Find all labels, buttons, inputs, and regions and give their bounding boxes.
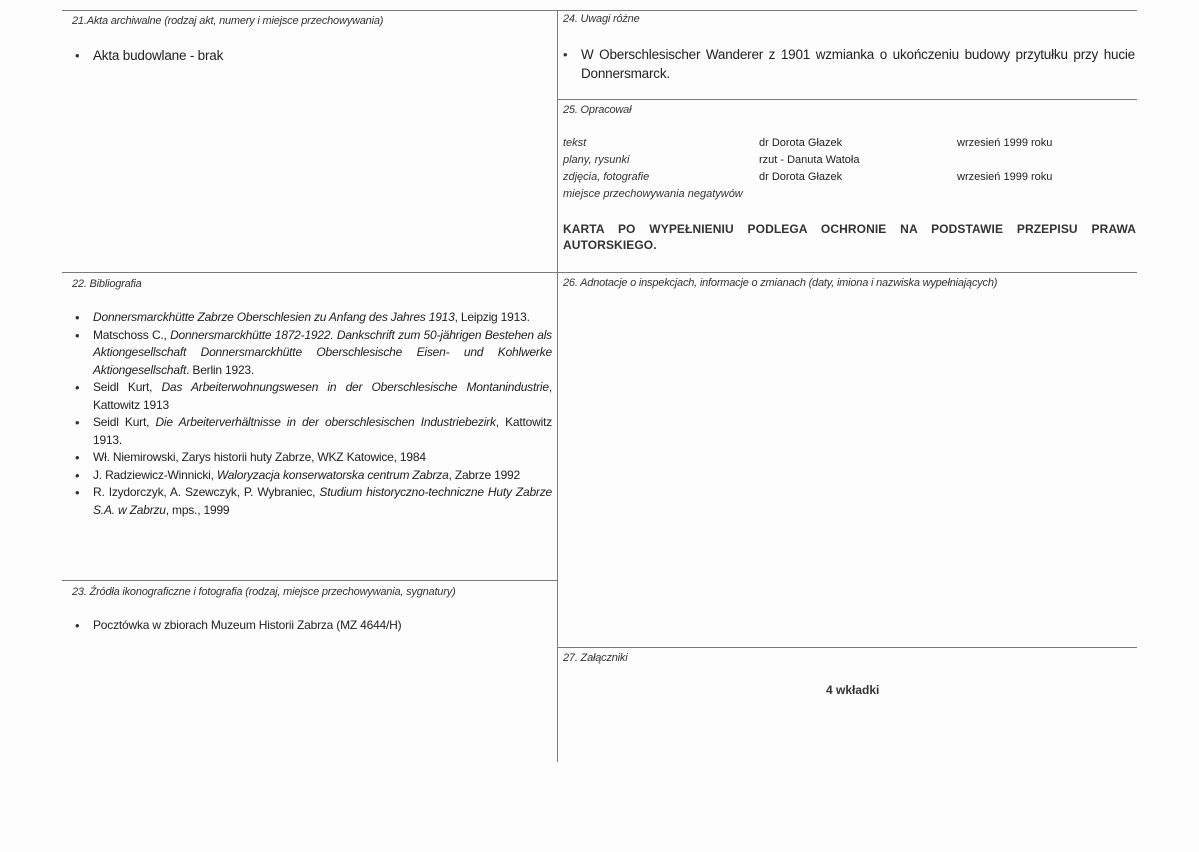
divider-22-23 (62, 580, 557, 581)
section-21-list (74, 46, 544, 65)
row-label: plany, rysunki (563, 154, 630, 166)
list-item: • Pocztówka w zbiorach Muzeum Historii Zabrza (MZ 4644/H) (74, 617, 544, 635)
attachments-count: 4 wkładki (826, 683, 880, 697)
bib-entry: Wł. Niemirowski, Zarys historii huty Zabrze, WKZ Katowice, 1984 (93, 450, 426, 464)
copyright-notice-line-2: AUTORSKIEGO. (563, 238, 657, 252)
row-author: dr Dorota Głazek (759, 171, 843, 183)
row-label: zdjęcia, fotografie (563, 171, 650, 183)
section-24-title: 24. Uwagi różne (563, 13, 640, 25)
row-label: miejsce przechowywania negatywów (563, 188, 743, 200)
bib-suffix: . Berlin 1923. (186, 362, 255, 377)
opracowal-row (563, 186, 1123, 203)
bib-author: Seidl Kurt, (93, 380, 162, 394)
bibliography-item (74, 484, 552, 519)
divider-21-22 (62, 272, 1137, 273)
bibliography-item (74, 467, 552, 485)
column-divider (557, 10, 558, 762)
section-25-title: 25. Opracował (563, 104, 632, 116)
opracowal-row (563, 152, 1123, 169)
bib-suffix: , Leipzig 1913. (454, 310, 530, 324)
bib-suffix: , Kattowitz 1913 (93, 380, 552, 412)
divider-24-25 (557, 99, 1137, 100)
copyright-notice-line-1: KARTA PO WYPEŁNIENIU PODLEGA OCHRONIE NA PODSTAWIE PRZEPISU PRAWA (563, 222, 1136, 236)
opracowal-row (563, 135, 1123, 152)
bibliography-item (74, 379, 552, 414)
section-22-title (72, 278, 142, 290)
row-author: dr Dorota Głazek (759, 137, 843, 149)
bib-title: Waloryzacja konserwatorska centrum Zabrza (216, 467, 449, 482)
section-24-list (562, 45, 1135, 83)
top-border (62, 10, 1137, 11)
bibliography-item (74, 414, 552, 449)
bibliography-item (74, 327, 552, 380)
section-27-title: 27. Załączniki (563, 652, 628, 664)
bibliography-item (74, 309, 552, 327)
bib-suffix: , mps., 1999 (165, 502, 230, 517)
bibliography-item (74, 449, 552, 467)
section-21-title: 21.Akta archiwalne (rodzaj akt, numery i miejsce przechowywania) (72, 15, 384, 27)
section-26-title: 26. Adnotacje o inspekcjach, informacje o zmianach (daty, imiona i nazwiska wypełniających) (563, 277, 998, 289)
bib-suffix: , Zabrze 1992 (448, 467, 521, 482)
section-23-title: 23. Źródła ikonograficzne i fotografia (rodzaj, miejsce przechowywania, sygnatury) (72, 586, 456, 598)
section-23-list (74, 617, 544, 635)
bib-suffix: , Kattowitz 1913. (93, 415, 552, 447)
section-22-title-text: 22. Bibliografia (72, 278, 142, 290)
bib-author: Seidl Kurt, (93, 415, 156, 429)
row-author: rzut - Danuta Watoła (759, 154, 860, 166)
opracowal-row (563, 169, 1123, 186)
bib-author: J. Radziewicz-Winnicki, (93, 467, 217, 482)
bib-title: Donnersmarckhütte Zabrze Oberschlesien zu Anfang des Jahres 1913 (93, 310, 455, 324)
list-item: • Akta budowlane - brak (74, 46, 544, 65)
divider-26-27 (557, 647, 1137, 648)
bib-title: Die Arbeiterverhältnisse in der oberschlesischen Industriebezirk (155, 415, 496, 429)
row-date: wrzesień 1999 roku (957, 171, 1053, 183)
copyright-notice (563, 221, 1136, 253)
list-item: • W Oberschlesischer Wanderer z 1901 wzmianka o ukończeniu budowy przytułku przy hucie Donnersmarck. (562, 45, 1135, 83)
row-date: wrzesień 1999 roku (957, 137, 1053, 149)
bib-author: Matschoss C., (93, 327, 171, 342)
bib-author: R. Izydorczyk, A. Szewczyk, P. Wybraniec, (93, 485, 320, 499)
bib-title: Donnersmarckhütte 1872-1922. Dankschrift zum 50-jährigen Bestehen als Aktiongesellschaft Donnersmarckhütte Oberschlesische Eisen- und Kohlwerke Aktiongesellschaft (93, 327, 552, 377)
bib-title: Studium historyczno-techniczne Huty Zabrze S.A. w Zabrzu (93, 485, 552, 517)
bib-title: Das Arbeiterwohnungswesen in der Oberschlesische Montanindustrie (161, 380, 549, 394)
row-label: tekst (563, 137, 587, 149)
bibliography-list (74, 309, 552, 519)
